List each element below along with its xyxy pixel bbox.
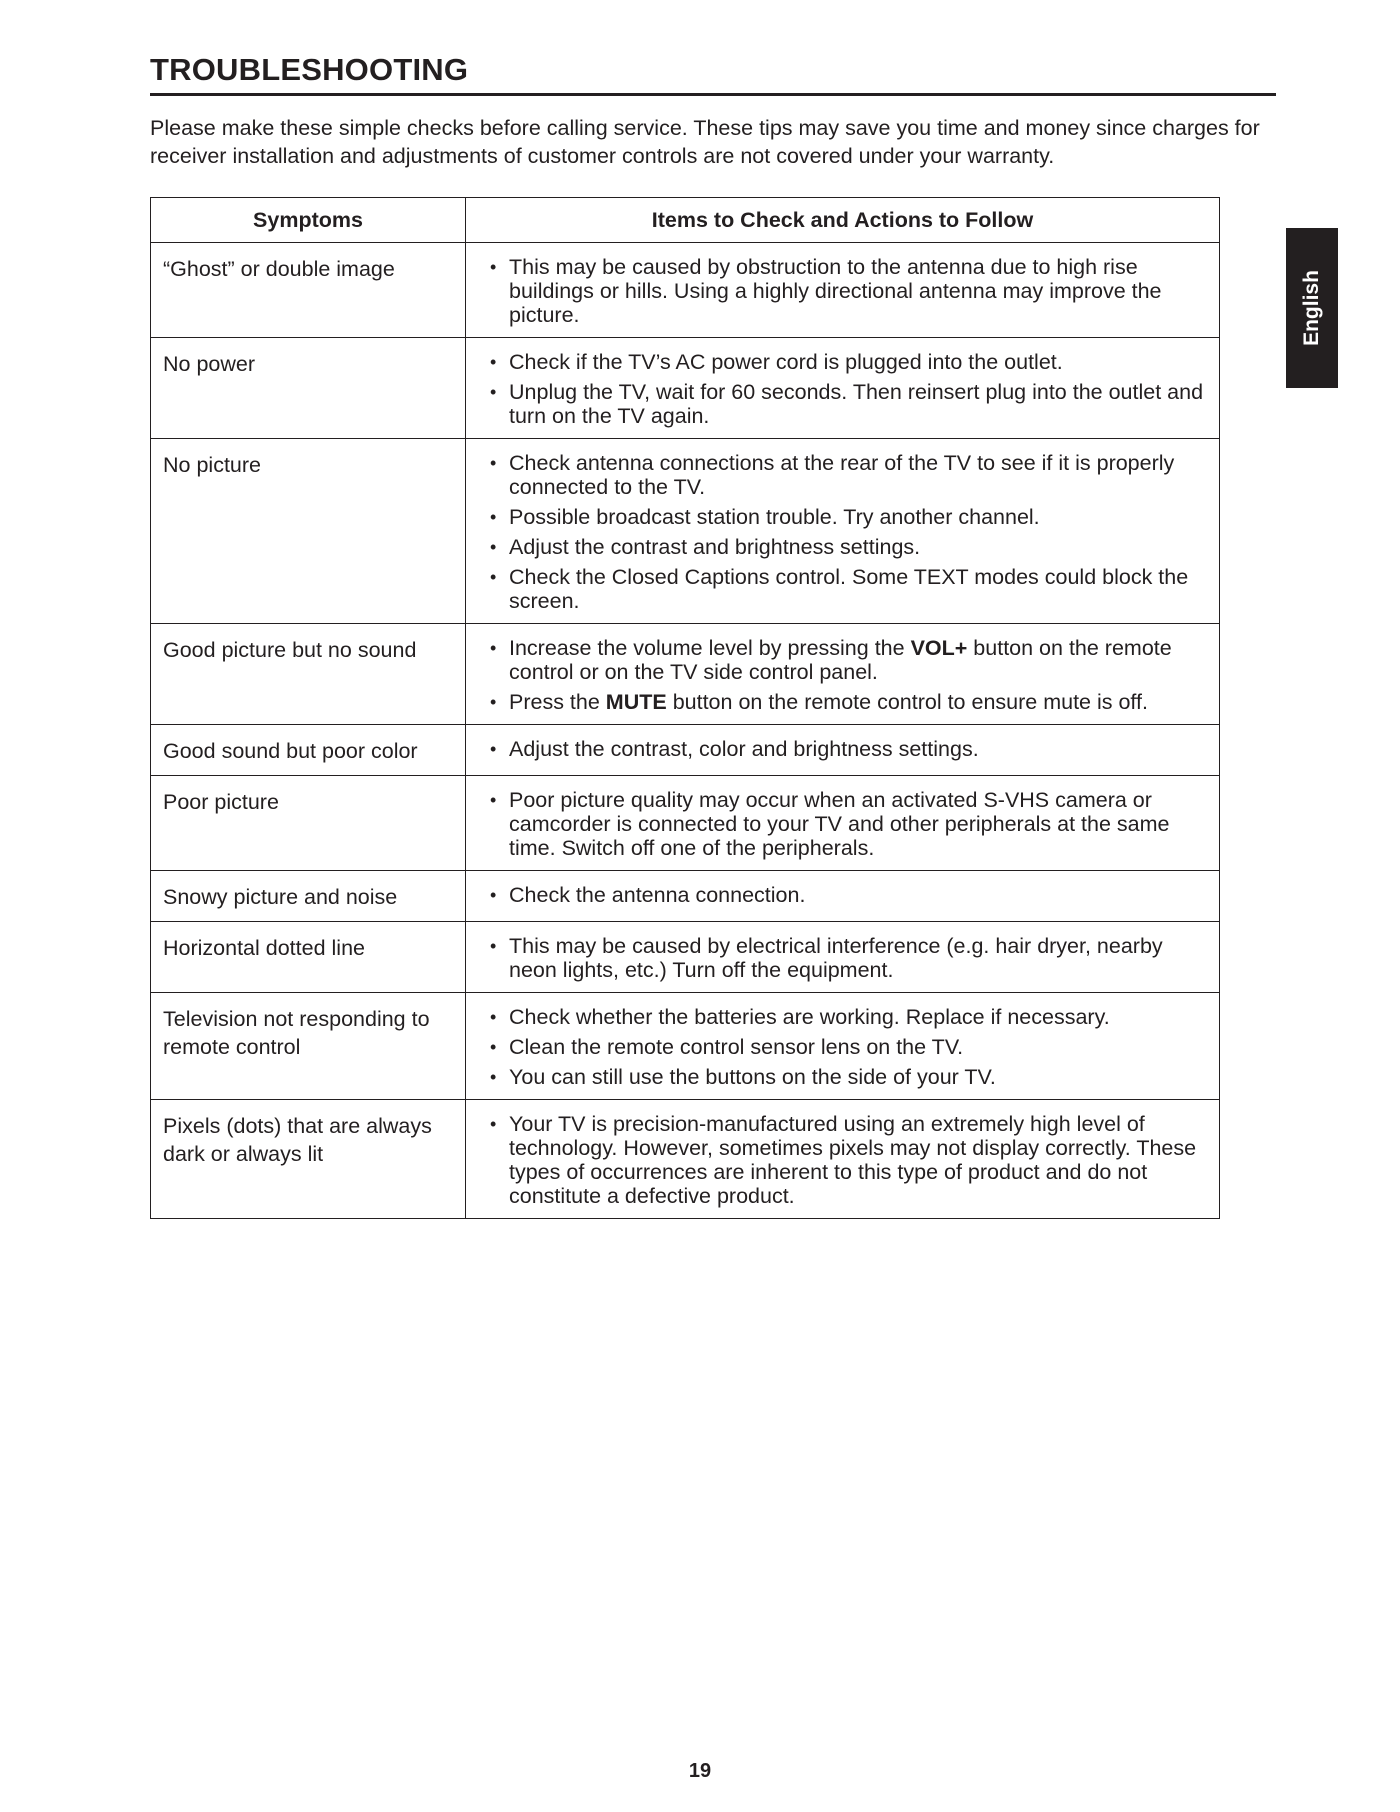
- action-item: [490, 505, 1205, 529]
- action-item: [490, 1035, 1205, 1059]
- action-item: [490, 737, 1205, 761]
- button-name-text: VOL+: [910, 636, 968, 660]
- action-text: Clean the remote control sensor lens on the TV.: [509, 1035, 964, 1059]
- action-list: [490, 1112, 1205, 1208]
- header-symptoms: Symptoms: [151, 198, 466, 243]
- table-body: [151, 243, 1220, 1219]
- action-list: [490, 451, 1205, 613]
- button-name-text: MUTE: [605, 690, 667, 714]
- action-text: Adjust the contrast and brightness settings.: [509, 535, 921, 559]
- action-list: [490, 934, 1205, 982]
- action-text: Press the: [509, 690, 606, 714]
- action-text: Poor picture quality may occur when an activated S-VHS camera or camcorder is connected to your TV and other peripherals at the same time. Switch off one of the peripherals.: [509, 788, 1170, 860]
- action-text: This may be caused by obstruction to the antenna due to high rise buildings or hills. Using a highly directional antenna may improve the picture.: [509, 255, 1162, 327]
- symptom-cell: Good picture but no sound: [151, 624, 466, 725]
- action-item: [490, 565, 1205, 613]
- action-text: Unplug the TV, wait for 60 seconds. Then reinsert plug into the outlet and turn on the TV again.: [509, 380, 1204, 428]
- action-item: [490, 255, 1205, 327]
- symptom-cell: Television not responding to remote control: [151, 993, 466, 1100]
- action-list: [490, 883, 1205, 907]
- action-item: [490, 788, 1205, 860]
- table-row: [151, 243, 1220, 338]
- table-row: [151, 871, 1220, 922]
- action-text: Check antenna connections at the rear of the TV to see if it is properly connected to the TV.: [509, 451, 1175, 499]
- language-tab: [1286, 228, 1338, 388]
- action-list: [490, 636, 1205, 714]
- header-actions: Items to Check and Actions to Follow: [466, 198, 1220, 243]
- actions-cell: [466, 922, 1220, 993]
- troubleshooting-table: [150, 197, 1220, 1219]
- symptom-cell: “Ghost” or double image: [151, 243, 466, 338]
- table-row: [151, 439, 1220, 624]
- action-item: [490, 380, 1205, 428]
- symptom-cell: Horizontal dotted line: [151, 922, 466, 993]
- table-row: [151, 338, 1220, 439]
- language-tab-label: English: [1300, 270, 1323, 346]
- actions-cell: [466, 725, 1220, 776]
- action-item: [490, 636, 1205, 684]
- table-row: [151, 1100, 1220, 1219]
- action-item: [490, 451, 1205, 499]
- actions-cell: [466, 439, 1220, 624]
- actions-cell: [466, 338, 1220, 439]
- action-text: Check if the TV’s AC power cord is plugged into the outlet.: [509, 350, 1063, 374]
- table-row: [151, 624, 1220, 725]
- action-text: Check whether the batteries are working. Replace if necessary.: [509, 1005, 1110, 1029]
- action-item: [490, 535, 1205, 559]
- action-text: Check the antenna connection.: [509, 883, 806, 907]
- page-title: TROUBLESHOOTING: [150, 52, 469, 87]
- actions-cell: [466, 993, 1220, 1100]
- action-item: [490, 350, 1205, 374]
- action-list: [490, 255, 1205, 327]
- symptom-cell: No picture: [151, 439, 466, 624]
- actions-cell: [466, 776, 1220, 871]
- title-rule: [150, 93, 1276, 96]
- actions-cell: [466, 243, 1220, 338]
- action-item: [490, 883, 1205, 907]
- intro-paragraph: Please make these simple checks before calling service. These tips may save you time and money since charges for receiver installation and adjustments of customer controls are not covered under your warranty.: [150, 116, 1260, 168]
- symptom-cell: Poor picture: [151, 776, 466, 871]
- table-row: [151, 993, 1220, 1100]
- action-item: [490, 690, 1205, 714]
- action-text: You can still use the buttons on the side of your TV.: [509, 1065, 996, 1089]
- action-text: Increase the volume level by pressing the: [509, 636, 911, 660]
- table-header-row: [151, 198, 1220, 243]
- actions-cell: [466, 624, 1220, 725]
- table-row: [151, 725, 1220, 776]
- action-list: [490, 1005, 1205, 1089]
- action-list: [490, 350, 1205, 428]
- symptom-cell: Good sound but poor color: [151, 725, 466, 776]
- page-number: 19: [688, 1760, 712, 1782]
- actions-cell: [466, 871, 1220, 922]
- action-list: [490, 788, 1205, 860]
- action-text: Possible broadcast station trouble. Try another channel.: [509, 505, 1040, 529]
- action-item: [490, 934, 1205, 982]
- action-text: button on the remote control to ensure mute is off.: [666, 690, 1148, 714]
- action-item: [490, 1005, 1205, 1029]
- action-text: Your TV is precision-manufactured using an extremely high level of technology. However, sometimes pixels may not display correctly. These types of occurrences are inherent to this type of product and do not constitute a defective product.: [509, 1112, 1197, 1208]
- table-row: [151, 922, 1220, 993]
- action-text: Adjust the contrast, color and brightness settings.: [509, 737, 979, 761]
- action-item: [490, 1065, 1205, 1089]
- action-text: Check the Closed Captions control. Some TEXT modes could block the screen.: [509, 565, 1189, 613]
- action-text: button on the remote control or on the TV side control panel.: [509, 636, 1172, 684]
- symptom-cell: No power: [151, 338, 466, 439]
- symptom-cell: Pixels (dots) that are always dark or always lit: [151, 1100, 466, 1219]
- symptom-cell: Snowy picture and noise: [151, 871, 466, 922]
- table-row: [151, 776, 1220, 871]
- action-list: [490, 737, 1205, 761]
- actions-cell: [466, 1100, 1220, 1219]
- action-text: This may be caused by electrical interference (e.g. hair dryer, nearby neon lights, etc.) Turn off the equipment.: [509, 934, 1163, 982]
- action-item: [490, 1112, 1205, 1208]
